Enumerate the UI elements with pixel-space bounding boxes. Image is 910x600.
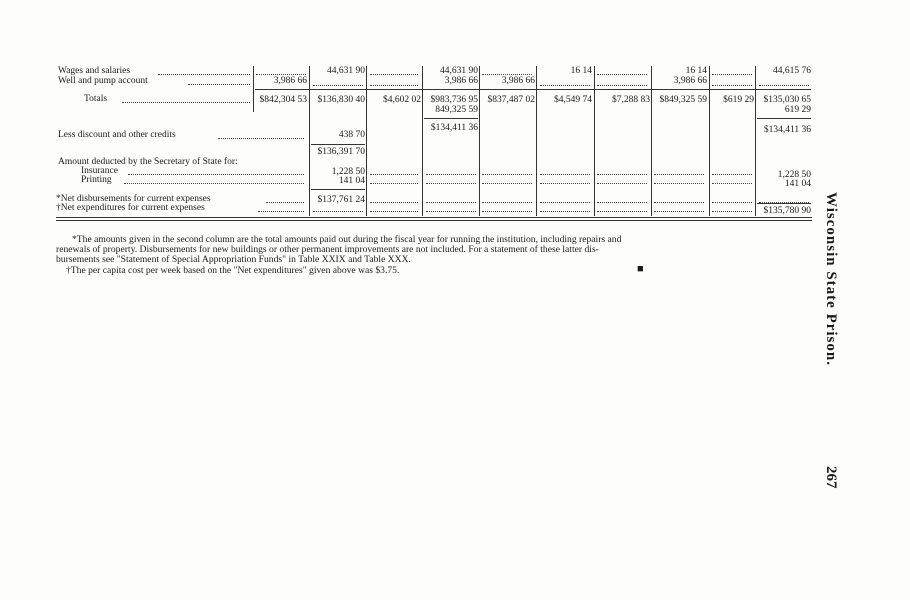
cell: $4,602 02 [383,95,421,105]
leader-dots [597,211,647,212]
cell: 3,986 66 [444,76,478,86]
leader-dots [654,183,704,184]
row-label-well: Well and pump account [58,76,148,86]
cell: 3,986 66 [501,76,535,86]
cell: $849,325 59 [659,95,707,105]
leader-dots [712,85,752,86]
cell: 44,631 90 [327,66,365,76]
leader-dots [426,202,476,203]
cell: $7,288 83 [612,95,650,105]
leader-dots [124,183,304,184]
running-head: Wisconsin State Prison. [823,192,839,366]
table-rule [757,118,811,119]
printer-mark: ■ [637,263,644,275]
cell: 3,986 66 [673,76,707,86]
cell: 849,325 59 [435,105,478,115]
leader-dots [482,74,532,75]
row-label-net-expenditures: †Net expenditures for current expenses [56,203,205,213]
cell: 141 04 [784,179,811,189]
row-label-printing: Printing [81,175,112,185]
table-rule [311,189,365,190]
footnote-line: renewals of property. Disbursements for new buildings or other permanent improvements are not included. For a statement of these latter dis- [56,244,599,255]
leader-dots [540,183,590,184]
cell: $135,030 65 [763,95,811,105]
cell: $137,761 24 [317,195,365,205]
cell: $136,830 40 [317,95,365,105]
leader-dots [654,174,704,175]
leader-dots [122,102,250,103]
row-label-less-discount: Less discount and other credits [58,130,176,140]
leader-dots [218,138,304,139]
footnote-line: †The per capita cost per week based on the "Net expenditures" given above was $3.75. [66,265,400,276]
leader-dots [370,202,418,203]
footnote-line: *The amounts given in the second column are the total amounts paid out during the fiscal year for running the institution, including repairs and [72,234,622,245]
leader-dots [426,174,476,175]
leader-dots [256,74,306,75]
cell: $136,391 70 [317,147,365,157]
leader-dots [370,183,418,184]
leader-dots [482,202,532,203]
cell: 44,615 76 [773,66,811,76]
table-rule [311,144,365,145]
row-label-wages: Wages and salaries [58,66,131,76]
leader-dots [597,74,647,75]
row-label-net-disbursements: *Net disbursements for current expenses [56,194,211,204]
leader-dots [597,202,647,203]
leader-dots [370,85,418,86]
cell: $134,411 36 [763,125,811,135]
leader-dots [482,174,532,175]
cell: 619 29 [784,105,811,115]
table-rule [757,203,811,204]
column-divider [253,66,254,112]
table-rule [255,89,811,90]
footnote-line: bursements see "Statement of Special Appropriation Funds" in Table XXIX and Table XXX. [56,254,411,265]
row-label-insurance: Insurance [81,166,118,176]
cell: $983,736 95 [430,95,478,105]
leader-dots [482,211,532,212]
leader-dots [128,174,304,175]
leader-dots [712,183,752,184]
cell: 16 14 [570,66,592,76]
leader-dots [313,85,363,86]
leader-dots [540,174,590,175]
cell: 141 04 [338,176,365,186]
cell: $837,487 02 [487,95,535,105]
table-rule [424,118,478,119]
cell: $4,549 74 [554,95,592,105]
leader-dots [313,211,363,212]
cell: 438 70 [338,130,365,140]
leader-dots [370,211,418,212]
leader-dots [712,174,752,175]
leader-dots [597,183,647,184]
cell: $619 29 [723,95,754,105]
row-label-deducted: Amount deducted by the Secretary of State for: [58,157,238,167]
leader-dots [258,211,304,212]
page-number: 267 [823,466,839,489]
table-bottom-rule [56,220,812,221]
leader-dots [426,211,476,212]
cell: 3,986 66 [273,76,307,86]
cell: $842,304 53 [259,95,307,105]
leader-dots [482,183,532,184]
leader-dots [712,211,752,212]
cell: 44,631 90 [440,66,478,76]
leader-dots [266,202,304,203]
leader-dots [597,85,647,86]
leader-dots [540,85,590,86]
cell: 1,228 50 [777,170,811,180]
leader-dots [654,211,704,212]
cell: 16 14 [685,66,707,76]
cell: $134,411 36 [430,123,478,133]
leader-dots [654,202,704,203]
leader-dots [540,202,590,203]
leader-dots [759,85,809,86]
leader-dots [158,74,250,75]
leader-dots [188,84,250,85]
row-label-totals: Totals [84,94,108,104]
leader-dots [712,202,752,203]
cell: 1,228 50 [331,167,365,177]
leader-dots [540,211,590,212]
cell: $135,780 90 [763,206,811,216]
leader-dots [370,74,418,75]
table-bottom-rule [56,217,812,218]
leader-dots [712,74,752,75]
leader-dots [426,183,476,184]
leader-dots [370,174,418,175]
leader-dots [597,174,647,175]
